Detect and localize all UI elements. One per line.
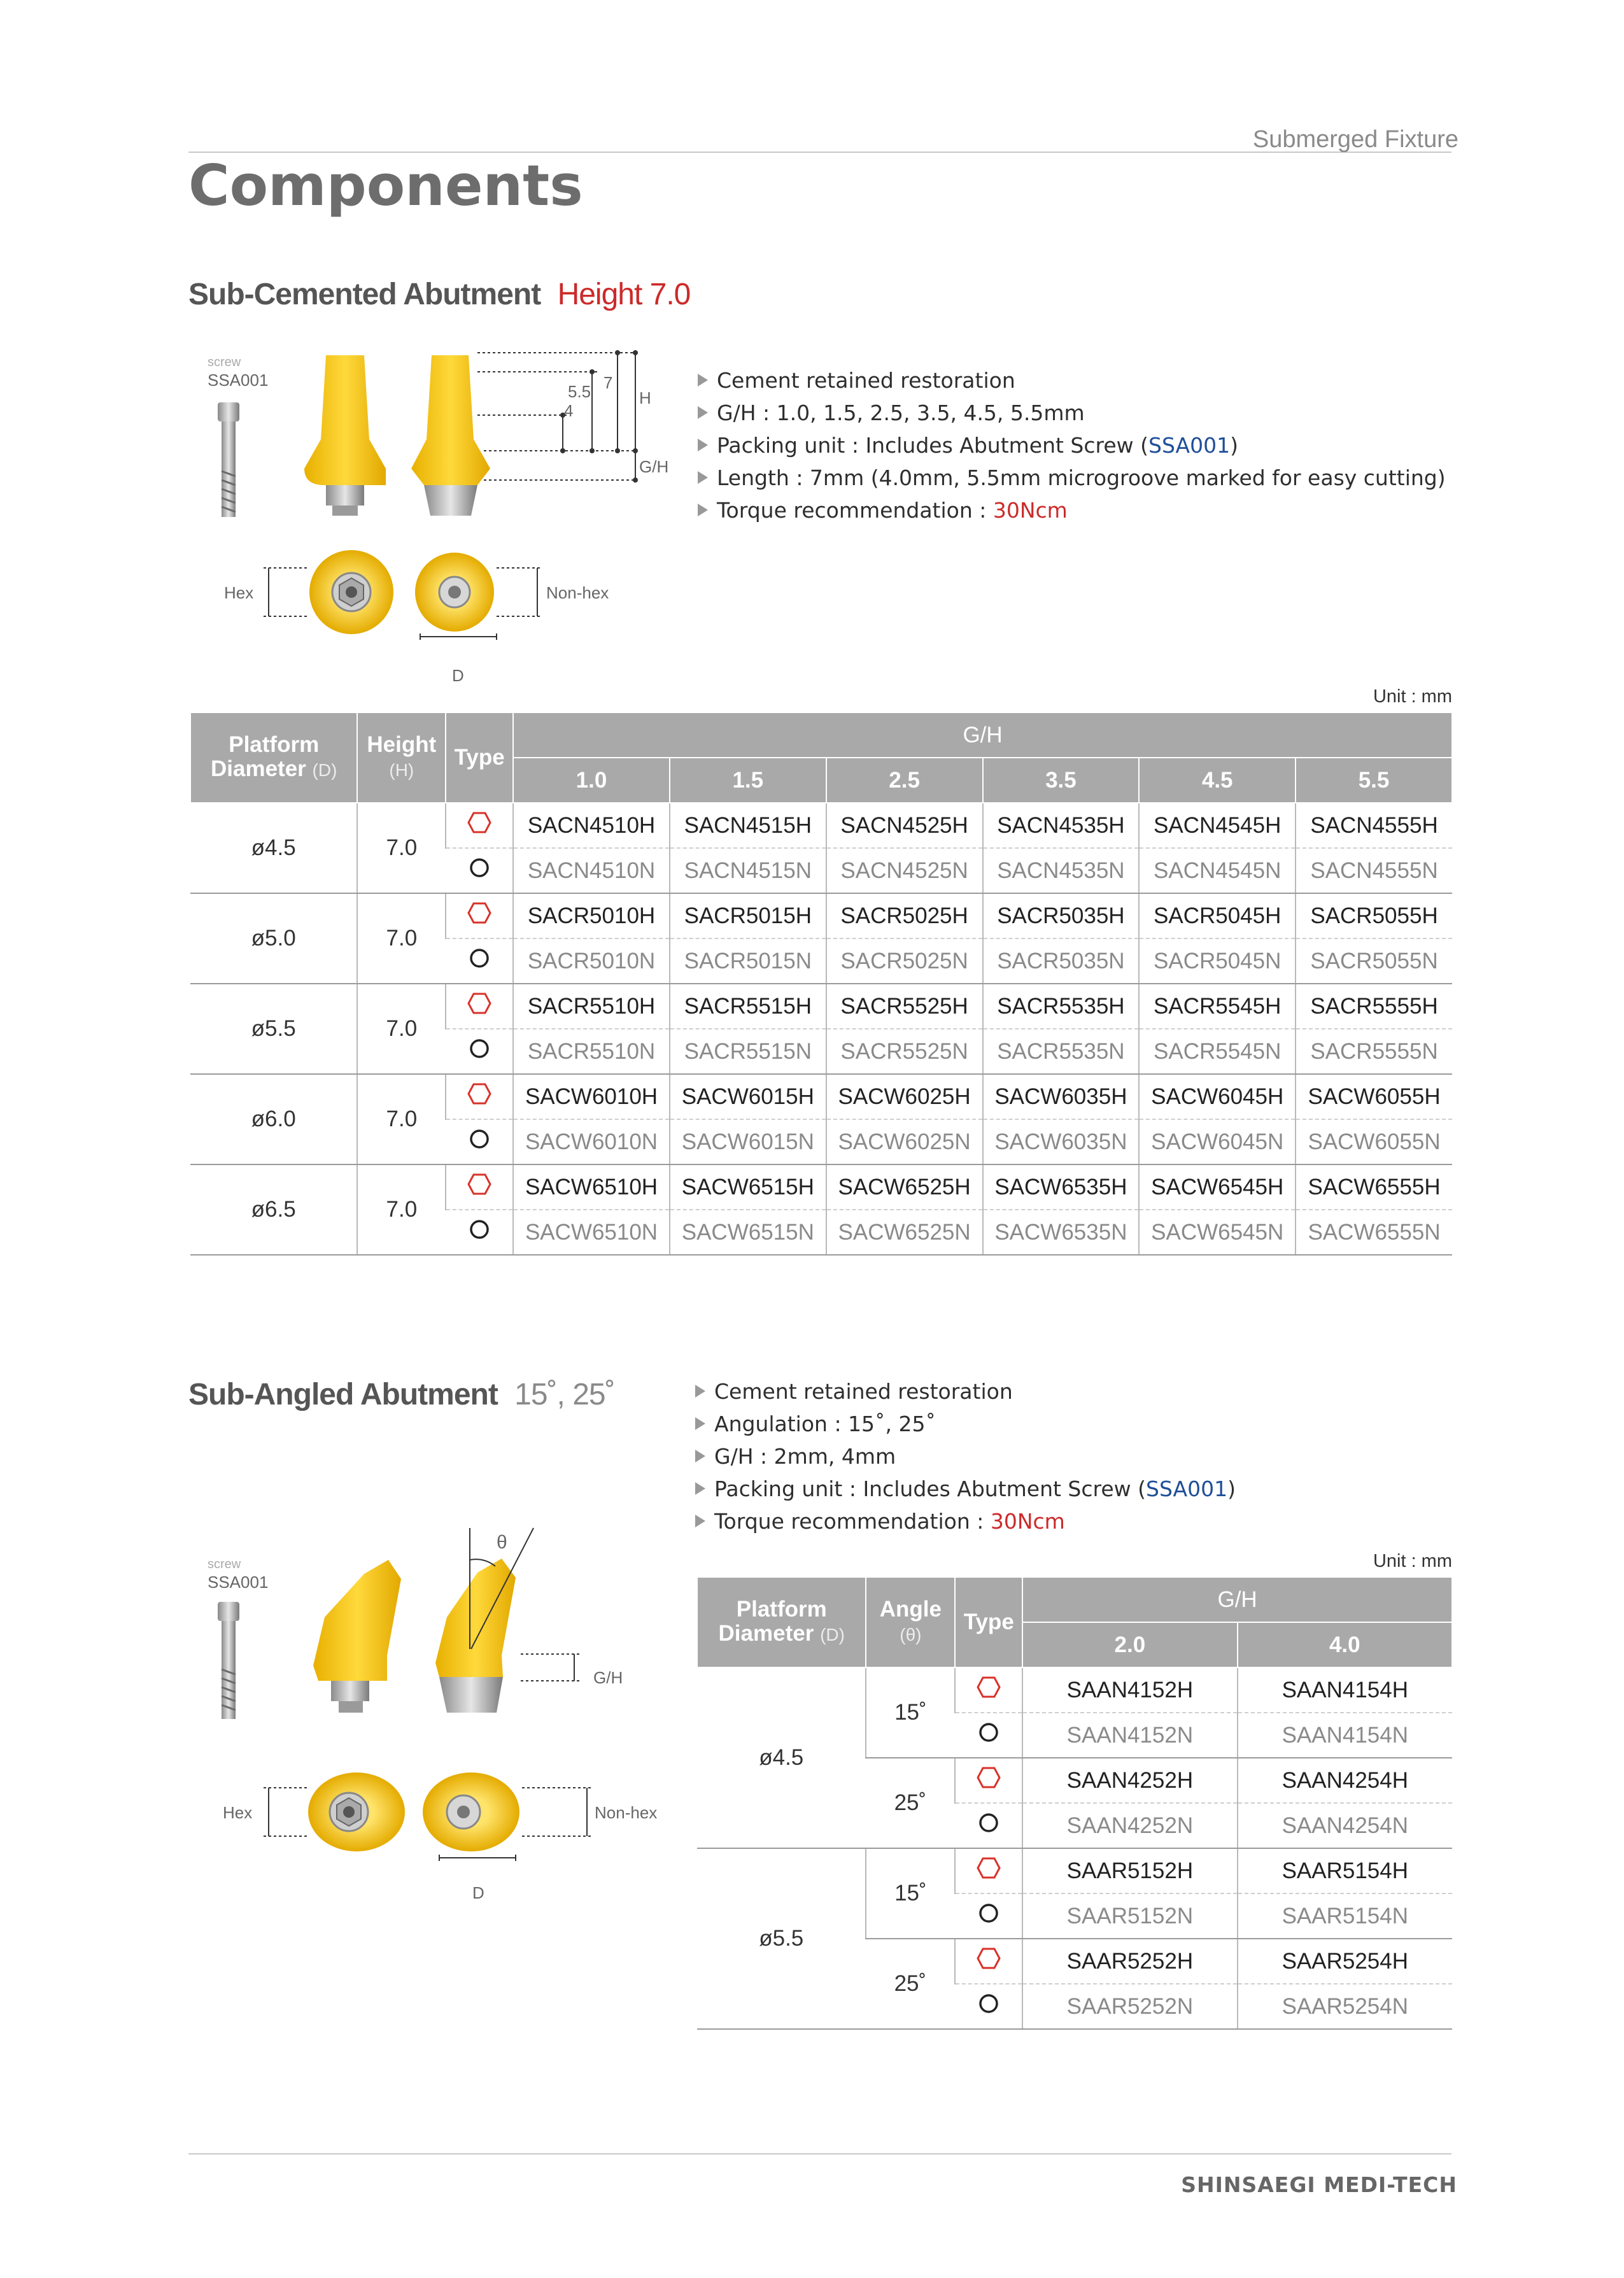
abutment-drawing: [197, 344, 694, 700]
product-code-cell: SACW6535N: [983, 1210, 1140, 1255]
nonhex-abutment-image: [411, 355, 490, 516]
section2-highlight: 15˚, 25˚: [514, 1378, 615, 1411]
height-cell: 7.0: [357, 1164, 446, 1255]
circle-icon: [468, 947, 491, 975]
product-code-cell: SACW6525H: [826, 1164, 983, 1210]
type-cell: [446, 848, 513, 893]
section2-table: [696, 1576, 1453, 2030]
diameter-cell: ø5.5: [190, 984, 357, 1074]
hexagon-icon: [467, 812, 491, 839]
section1-table: [190, 712, 1453, 1256]
header-subtitle: Submerged Fixture: [1252, 126, 1458, 153]
product-code-cell: SACW6015N: [670, 1119, 826, 1164]
product-code-cell: SAAR5254H: [1238, 1939, 1452, 1984]
product-code-cell: SACN4545N: [1139, 848, 1296, 893]
product-code-cell: SACW6510N: [513, 1210, 670, 1255]
type-cell: [446, 1029, 513, 1074]
type-cell: [446, 803, 513, 848]
product-code-cell: SAAR5154N: [1238, 1893, 1452, 1939]
product-code-cell: SACR5535H: [983, 984, 1140, 1029]
circle-icon: [468, 856, 491, 885]
angle-cell: 25˚: [866, 1939, 955, 2029]
section2-bullets: [695, 1375, 1236, 1538]
diameter-cell: ø6.0: [190, 1074, 357, 1164]
dim-h-label: H: [639, 388, 651, 407]
diameter-cell: ø4.5: [190, 803, 357, 893]
type-cell: [446, 1210, 513, 1255]
type-cell: [446, 1119, 513, 1164]
hex-top-view: [309, 550, 393, 634]
circle-icon: [468, 1128, 491, 1156]
height-cell: 7.0: [357, 893, 446, 984]
product-code-cell: SAAN4254N: [1238, 1803, 1452, 1848]
product-code-cell: SACW6055N: [1296, 1119, 1452, 1164]
type-cell: [446, 938, 513, 984]
product-code-cell: SACR5555H: [1296, 984, 1452, 1029]
bullet-item: Cement retained restoration: [695, 1375, 1236, 1408]
hexagon-icon: [467, 1173, 491, 1201]
section2-unit: Unit : mm: [1373, 1551, 1452, 1571]
product-code-cell: SACN4510N: [513, 848, 670, 893]
product-code-cell: SACN4535H: [983, 803, 1140, 848]
dim-gh-label: G/H: [639, 457, 669, 476]
product-code-cell: SACR5035H: [983, 893, 1140, 938]
circle-icon: [977, 1992, 1000, 2021]
type-cell: [446, 893, 513, 938]
product-code-cell: SACR5525H: [826, 984, 983, 1029]
product-code-cell: SACW6055H: [1296, 1074, 1452, 1119]
angle-cell: 15˚: [866, 1848, 955, 1939]
product-code-cell: SAAR5154H: [1238, 1848, 1452, 1893]
nonhex-top-view: [415, 553, 494, 632]
product-code-cell: SACN4555N: [1296, 848, 1452, 893]
theta-label: θ: [497, 1532, 507, 1553]
product-code-cell: SACN4555H: [1296, 803, 1452, 848]
bullet-item: Length : 7mm (4.0mm, 5.5mm microgroove marked for easy cutting): [698, 462, 1446, 494]
gh-header: 1.0: [513, 758, 670, 803]
col-header-platform: Platform Diameter (D): [190, 712, 357, 803]
circle-icon: [468, 1218, 491, 1247]
dim-7-label: 7: [604, 373, 613, 392]
col-header-gh: G/H: [513, 712, 1452, 758]
product-code-cell: SACN4515H: [670, 803, 826, 848]
product-code-cell: SACW6035H: [983, 1074, 1140, 1119]
circle-icon: [977, 1811, 1000, 1840]
circle-icon: [977, 1721, 1000, 1750]
nonhex-label: Non-hex: [595, 1803, 658, 1822]
dimension-lines: [477, 353, 637, 480]
screw-code-label: SSA001: [208, 1573, 269, 1592]
height-cell: 7.0: [357, 984, 446, 1074]
screw-code-label: SSA001: [208, 371, 269, 390]
gh-header: 2.5: [826, 758, 983, 803]
dim-5-5-label: 5.5: [568, 382, 591, 401]
gh-header: 5.5: [1296, 758, 1452, 803]
hex-angled-abutment-image: [313, 1560, 401, 1713]
product-code-cell: SACR5055N: [1296, 938, 1452, 984]
type-cell: [446, 984, 513, 1029]
product-code-cell: SAAN4152H: [1022, 1667, 1237, 1713]
table-row: [190, 803, 1452, 848]
diameter-cell: ø5.0: [190, 893, 357, 984]
product-code-cell: SACR5535N: [983, 1029, 1140, 1074]
product-code-cell: SACR5010N: [513, 938, 670, 984]
product-code-cell: SACR5055H: [1296, 893, 1452, 938]
product-code-cell: SACR5555N: [1296, 1029, 1452, 1074]
diameter-cell: ø5.5: [697, 1848, 866, 2029]
type-cell: [955, 1803, 1022, 1848]
gh-header: 4.0: [1238, 1622, 1452, 1667]
product-code-cell: SAAR5152H: [1022, 1848, 1237, 1893]
hexagon-icon: [977, 1767, 1001, 1794]
product-code-cell: SACW6545H: [1139, 1164, 1296, 1210]
product-code-cell: SAAR5254N: [1238, 1984, 1452, 2029]
type-cell: [446, 1074, 513, 1119]
product-code-cell: SAAN4152N: [1022, 1713, 1237, 1758]
product-code-cell: SACW6515N: [670, 1210, 826, 1255]
bullet-item: Torque recommendation : 30Ncm: [695, 1505, 1236, 1538]
col-header-height: Height (H): [357, 712, 446, 803]
product-code-cell: SACR5545N: [1139, 1029, 1296, 1074]
col-header-gh: G/H: [1022, 1577, 1452, 1622]
section1-highlight: Height 7.0: [557, 278, 691, 311]
table-row: [697, 1667, 1452, 1713]
bullet-item: G/H : 2mm, 4mm: [695, 1440, 1236, 1473]
bullet-item: Cement retained restoration: [698, 364, 1446, 397]
height-cell: 7.0: [357, 803, 446, 893]
table-row: [697, 1848, 1452, 1893]
table-row: [190, 1164, 1452, 1210]
col-header-type: Type: [446, 712, 513, 803]
type-cell: [955, 1667, 1022, 1713]
hexagon-icon: [467, 1083, 491, 1110]
section1-title-text: Sub-Cemented Abutment: [188, 278, 541, 311]
dim-gh-label: G/H: [593, 1668, 623, 1687]
screw-small-label: screw: [208, 1557, 241, 1571]
product-code-cell: SACR5015H: [670, 893, 826, 938]
hexagon-icon: [977, 1676, 1001, 1704]
type-cell: [955, 1939, 1022, 1984]
diameter-cell: ø4.5: [697, 1667, 866, 1848]
d-label: D: [452, 666, 464, 685]
table-row: [190, 1074, 1452, 1119]
bullet-item: Packing unit : Includes Abutment Screw (SSA001): [695, 1473, 1236, 1505]
product-code-cell: SAAR5152N: [1022, 1893, 1237, 1939]
hexagon-icon: [977, 1857, 1001, 1885]
product-code-cell: SACN4525H: [826, 803, 983, 848]
product-code-cell: SACW6010H: [513, 1074, 670, 1119]
top-view-dim-lines: [264, 568, 542, 640]
type-cell: [955, 1848, 1022, 1893]
product-code-cell: SACW6025H: [826, 1074, 983, 1119]
gh-header: 2.0: [1022, 1622, 1237, 1667]
type-cell: [955, 1893, 1022, 1939]
section1-figure: [197, 344, 694, 700]
screw-image: [218, 402, 239, 517]
col-header-angle: Angle (θ): [866, 1577, 955, 1667]
bullet-item: Packing unit : Includes Abutment Screw (SSA001): [698, 429, 1446, 462]
product-code-cell: SACW6555H: [1296, 1164, 1452, 1210]
section1-bullets: [698, 364, 1446, 527]
product-code-cell: SACW6010N: [513, 1119, 670, 1164]
product-code-cell: SACN4525N: [826, 848, 983, 893]
type-cell: [955, 1713, 1022, 1758]
gh-header: 3.5: [983, 758, 1140, 803]
angled-abutment-drawing: [197, 1522, 694, 1916]
brand-name: SHINSAEGI MEDI-TECH: [1181, 2172, 1457, 2197]
product-code-cell: SACW6025N: [826, 1119, 983, 1164]
table-row: [190, 893, 1452, 938]
product-code-cell: SAAN4154H: [1238, 1667, 1452, 1713]
product-code-cell: SACN4510H: [513, 803, 670, 848]
height-cell: 7.0: [357, 1074, 446, 1164]
hexagon-icon: [977, 1948, 1001, 1975]
type-cell: [955, 1984, 1022, 2029]
product-code-cell: SACW6015H: [670, 1074, 826, 1119]
product-code-cell: SAAR5252N: [1022, 1984, 1237, 2029]
product-code-cell: SACW6555N: [1296, 1210, 1452, 1255]
hex-abutment-image: [304, 355, 386, 516]
product-code-cell: SACR5015N: [670, 938, 826, 984]
product-code-cell: SACR5545H: [1139, 984, 1296, 1029]
hex-label: Hex: [223, 1803, 253, 1822]
product-code-cell: SACR5515H: [670, 984, 826, 1029]
product-code-cell: SACR5515N: [670, 1029, 826, 1074]
d-label: D: [472, 1883, 484, 1902]
product-code-cell: SACR5045N: [1139, 938, 1296, 984]
product-code-cell: SACN4545H: [1139, 803, 1296, 848]
product-code-cell: SACN4535N: [983, 848, 1140, 893]
section2-figure: [197, 1522, 694, 1916]
hexagon-icon: [467, 902, 491, 930]
table-row: [190, 984, 1452, 1029]
screw-image: [218, 1602, 239, 1719]
section1-title: [188, 277, 690, 312]
product-code-cell: SACR5010H: [513, 893, 670, 938]
hexagon-icon: [467, 993, 491, 1020]
nonhex-label: Non-hex: [546, 583, 609, 602]
section2-title: [188, 1377, 615, 1412]
product-code-cell: SACR5510N: [513, 1029, 670, 1074]
circle-icon: [468, 1037, 491, 1066]
product-code-cell: SAAN4252N: [1022, 1803, 1237, 1848]
product-code-cell: SACN4515N: [670, 848, 826, 893]
page-title: Components: [188, 153, 583, 218]
gh-header: 1.5: [670, 758, 826, 803]
product-code-cell: SACW6515H: [670, 1164, 826, 1210]
bullet-item: Torque recommendation : 30Ncm: [698, 494, 1446, 527]
product-code-cell: SACW6525N: [826, 1210, 983, 1255]
product-code-cell: SACR5510H: [513, 984, 670, 1029]
product-code-cell: SAAN4154N: [1238, 1713, 1452, 1758]
gh-header: 4.5: [1139, 758, 1296, 803]
product-code-cell: SACW6045N: [1139, 1119, 1296, 1164]
product-code-cell: SAAN4252H: [1022, 1758, 1237, 1803]
product-code-cell: SACR5525N: [826, 1029, 983, 1074]
type-cell: [955, 1758, 1022, 1803]
hex-top-view: [308, 1772, 405, 1851]
hex-label: Hex: [224, 583, 254, 602]
dim-4-label: 4: [564, 401, 574, 420]
product-code-cell: SACR5045H: [1139, 893, 1296, 938]
product-code-cell: SACW6045H: [1139, 1074, 1296, 1119]
product-code-cell: SACR5025N: [826, 938, 983, 984]
product-code-cell: SAAN4254H: [1238, 1758, 1452, 1803]
product-code-cell: SACR5025H: [826, 893, 983, 938]
section2-title-text: Sub-Angled Abutment: [188, 1378, 498, 1411]
circle-icon: [977, 1902, 1000, 1930]
diameter-cell: ø6.5: [190, 1164, 357, 1255]
angle-cell: 15˚: [866, 1667, 955, 1758]
product-code-cell: SAAR5252H: [1022, 1939, 1237, 1984]
nonhex-angled-abutment-image: [435, 1559, 516, 1713]
footer-rule: [188, 2153, 1451, 2154]
bullet-item: G/H : 1.0, 1.5, 2.5, 3.5, 4.5, 5.5mm: [698, 397, 1446, 429]
product-code-cell: SACW6545N: [1139, 1210, 1296, 1255]
type-cell: [446, 1164, 513, 1210]
product-code-cell: SACW6035N: [983, 1119, 1140, 1164]
bullet-item: Angulation : 15˚, 25˚: [695, 1408, 1236, 1440]
product-code-cell: SACR5035N: [983, 938, 1140, 984]
nonhex-top-view: [423, 1772, 519, 1851]
section1-unit: Unit : mm: [1373, 686, 1452, 707]
product-code-cell: SACW6510H: [513, 1164, 670, 1210]
col-header-platform: Platform Diameter (D): [697, 1577, 866, 1667]
product-code-cell: SACW6535H: [983, 1164, 1140, 1210]
screw-small-label: screw: [208, 355, 241, 369]
col-header-type: Type: [955, 1577, 1022, 1667]
angle-cell: 25˚: [866, 1758, 955, 1848]
